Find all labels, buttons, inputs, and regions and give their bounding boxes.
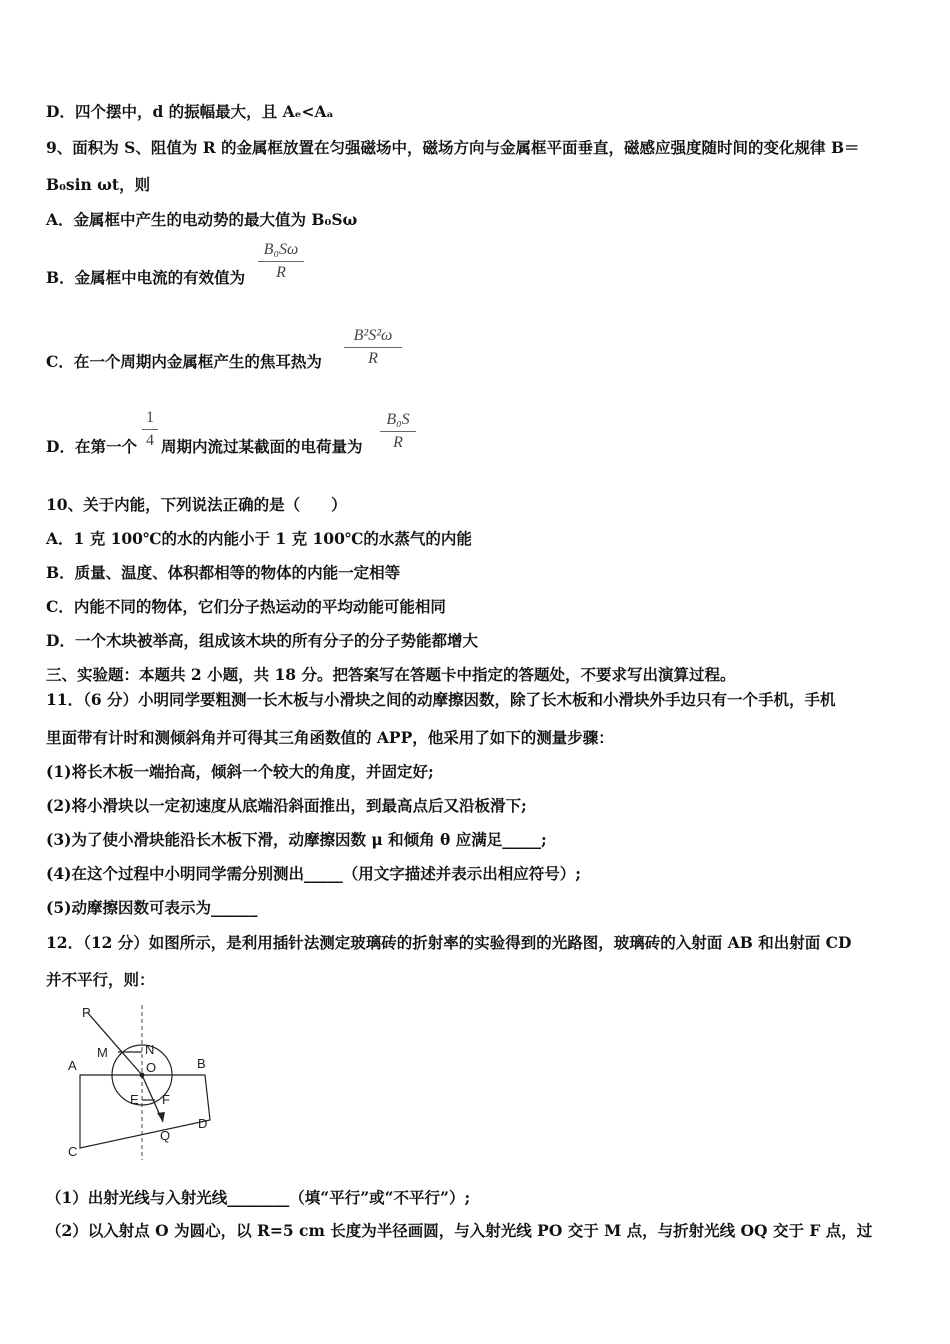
q9-c-denominator: R bbox=[368, 350, 378, 367]
q11-step-4: (4)在这个过程中小明同学需分别测出_____（用文字描述并表示出相应符号）; bbox=[46, 864, 581, 883]
section-3-heading: 三、实验题：本题共 2 小题，共 18 分。把答案写在答题卡中指定的答题处，不要求写出演算过程。 bbox=[46, 665, 736, 684]
q9-d-period-numerator: 1 bbox=[146, 409, 154, 426]
q10-stem: 10、关于内能，下列说法正确的是（ ） bbox=[46, 495, 347, 514]
q11-step-5: (5)动摩擦因数可表示为______ bbox=[46, 898, 258, 917]
q9-option-c: C．在一个周期内金属框产生的焦耳热为 bbox=[46, 352, 322, 371]
q9-stem-line2: B₀sin ωt，则 bbox=[46, 175, 151, 194]
label-f: F bbox=[162, 1092, 170, 1107]
label-c: C bbox=[68, 1144, 78, 1159]
q9-d-numerator: B₀S bbox=[386, 411, 410, 428]
q10-option-a: A．1 克 100℃的水的内能小于 1 克 100℃的水蒸气的内能 bbox=[46, 529, 472, 548]
label-p: P bbox=[82, 1005, 91, 1020]
label-b: B bbox=[197, 1056, 206, 1071]
label-d: D bbox=[198, 1116, 208, 1131]
incident-ray bbox=[87, 1012, 142, 1075]
q12-stem-line1: 12．（12 分）如图所示，是利用插针法测定玻璃砖的折射率的实验得到的光路图，玻璃砖的入射面 AB 和出射面 CD bbox=[46, 933, 852, 952]
q9-d-fraction bbox=[380, 410, 416, 453]
q9-stem-line1: 9、面积为 S、阻值为 R 的金属框放置在匀强磁场中，磁场方向与金属框平面垂直，磁感应强度随时间的变化规律 B＝ bbox=[46, 138, 860, 157]
q12-sub-1: （1）出射光线与入射光线________（填“平行”或“不平行”）; bbox=[46, 1188, 471, 1207]
q11-step-3: (3)为了使小滑块能沿长木板下滑，动摩擦因数 μ 和倾角 θ 应满足_____; bbox=[46, 830, 547, 849]
q11-stem-line2: 里面带有计时和测倾斜角并可得其三角函数值的 APP，他采用了如下的测量步骤： bbox=[46, 728, 614, 747]
label-e: E bbox=[130, 1092, 139, 1107]
glass-brick bbox=[80, 1075, 210, 1148]
q12-stem-line2: 并不平行，则： bbox=[46, 970, 155, 989]
q9-b-denominator: R bbox=[276, 264, 286, 281]
optics-diagram bbox=[60, 1000, 230, 1165]
q9-option-d-prefix: D．在第一个 bbox=[46, 437, 137, 456]
label-m: M bbox=[97, 1045, 108, 1060]
q9-option-d-suffix: 周期内流过某截面的电荷量为 bbox=[161, 437, 363, 456]
q11-step-1: (1)将长木板一端抬高，倾斜一个较大的角度，并固定好; bbox=[46, 762, 434, 781]
q9-c-numerator: B²S²ω bbox=[353, 327, 393, 344]
q11-step-2: (2)将小滑块以一定初速度从底端沿斜面推出，到最高点后又沿板滑下; bbox=[46, 796, 527, 815]
q12-sub-2: （2）以入射点 O 为圆心，以 R=5 cm 长度为半径画圆，与入射光线 PO 交于 M 点，与折射光线 OQ 交于 F 点，过 bbox=[46, 1221, 873, 1240]
q11-stem-line1: 11．（6 分）小明同学要粗测一长木板与小滑块之间的动摩擦因数，除了长木板和小滑块外手边只有一个手机，手机 bbox=[46, 690, 836, 709]
q10-option-b: B．质量、温度、体积都相等的物体的内能一定相等 bbox=[46, 563, 401, 582]
q9-option-a: A．金属框中产生的电动势的最大值为 B₀Sω bbox=[46, 210, 358, 229]
q9-d-period-denominator: 4 bbox=[146, 432, 154, 449]
q9-d-denominator: R bbox=[393, 434, 403, 451]
label-q: Q bbox=[160, 1128, 171, 1143]
q9-option-b: B．金属框中电流的有效值为 bbox=[46, 268, 246, 287]
q10-option-c: C．内能不同的物体，它们分子热运动的平均动能可能相同 bbox=[46, 597, 446, 616]
point-o bbox=[140, 1073, 145, 1078]
label-o: O bbox=[146, 1060, 157, 1075]
label-n: N bbox=[145, 1042, 155, 1057]
q9-b-numerator: B₀Sω bbox=[263, 241, 299, 258]
q8-option-d: D．四个摆中，d 的振幅最大，且 Aₑ<Aₐ bbox=[46, 102, 334, 121]
refracted-ray-arrowhead bbox=[157, 1112, 165, 1122]
label-a: A bbox=[68, 1058, 77, 1073]
q10-option-d: D．一个木块被举高，组成该木块的所有分子的分子势能都增大 bbox=[46, 631, 478, 650]
q9-c-fraction bbox=[344, 326, 402, 369]
q9-d-period-fraction bbox=[142, 408, 158, 451]
q9-b-fraction bbox=[258, 240, 304, 283]
